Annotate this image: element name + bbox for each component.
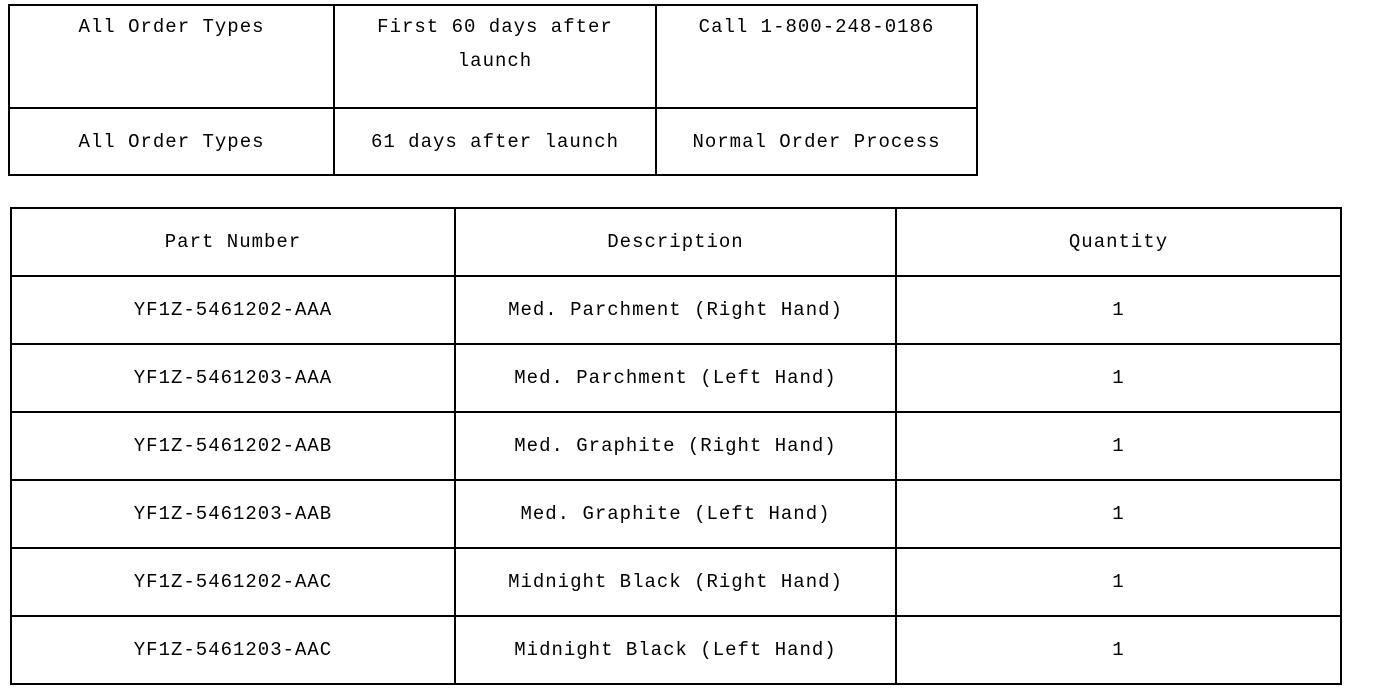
- table-row: [11, 548, 1341, 616]
- description-cell: Med. Parchment (Right Hand): [455, 276, 896, 344]
- parts-table: [10, 207, 1342, 685]
- part-number-cell: YF1Z-5461202-AAC: [11, 548, 455, 616]
- order-rule-row: [9, 108, 977, 175]
- part-number-cell: YF1Z-5461203-AAA: [11, 344, 455, 412]
- timing-cell: 61 days after launch: [334, 108, 656, 175]
- action-cell: Call 1-800-248-0186: [656, 5, 977, 108]
- table-row: [11, 412, 1341, 480]
- quantity-cell: 1: [896, 412, 1341, 480]
- description-cell: Med. Graphite (Right Hand): [455, 412, 896, 480]
- quantity-cell: 1: [896, 548, 1341, 616]
- parts-header-row: [11, 208, 1341, 276]
- description-header: Description: [455, 208, 896, 276]
- table-row: [11, 344, 1341, 412]
- quantity-cell: 1: [896, 616, 1341, 684]
- part-number-cell: YF1Z-5461203-AAC: [11, 616, 455, 684]
- description-cell: Med. Parchment (Left Hand): [455, 344, 896, 412]
- table-row: [11, 480, 1341, 548]
- description-cell: Midnight Black (Right Hand): [455, 548, 896, 616]
- table-row: [11, 616, 1341, 684]
- action-cell: Normal Order Process: [656, 108, 977, 175]
- part-number-header: Part Number: [11, 208, 455, 276]
- description-cell: Midnight Black (Left Hand): [455, 616, 896, 684]
- quantity-cell: 1: [896, 344, 1341, 412]
- description-cell: Med. Graphite (Left Hand): [455, 480, 896, 548]
- part-number-cell: YF1Z-5461202-AAA: [11, 276, 455, 344]
- table-row: [11, 276, 1341, 344]
- order-type-cell: All Order Types: [9, 108, 334, 175]
- order-rule-row: [9, 5, 977, 108]
- part-number-cell: YF1Z-5461203-AAB: [11, 480, 455, 548]
- order-type-cell: All Order Types: [9, 5, 334, 108]
- order-process-table: [8, 4, 978, 176]
- quantity-header: Quantity: [896, 208, 1341, 276]
- quantity-cell: 1: [896, 480, 1341, 548]
- part-number-cell: YF1Z-5461202-AAB: [11, 412, 455, 480]
- timing-cell: First 60 days after launch: [334, 5, 656, 108]
- quantity-cell: 1: [896, 276, 1341, 344]
